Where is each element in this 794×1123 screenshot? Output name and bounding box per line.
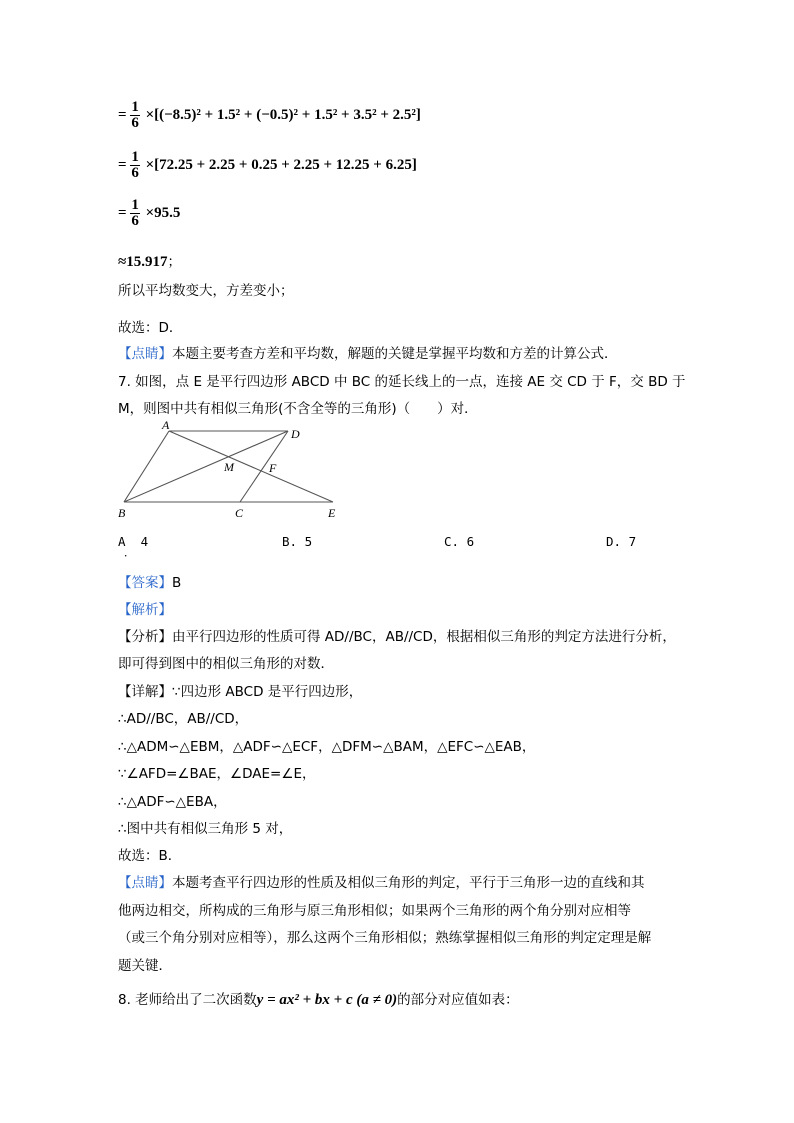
fraction-one-sixth [130, 150, 140, 181]
fenxi-text-1: 由平行四边形的性质可得 AD//BC，AB//CD，根据相似三角形的判定方法进行分析， [172, 629, 676, 645]
xiangjie-text-1: ∵四边形 ABCD 是平行四边形， [172, 684, 363, 700]
calc-expression-1: ×[(−8.5)² + 1.5² + (−0.5)² + 1.5² + 3.5² + 2.5²] [145, 106, 421, 123]
fenxi-line-1 [118, 625, 676, 645]
dianjing-body: 本题主要考查方差和平均数，解题的关键是掌握平均数和方差的计算公式． [172, 346, 618, 362]
label-E: E [328, 506, 336, 520]
label-B: B [118, 506, 126, 520]
parallelogram-figure [110, 418, 350, 526]
question-7-line-2: M，则图中共有相似三角形(不含全等的三角形)（ ）对． [118, 401, 478, 417]
calc-approx-line [118, 250, 181, 271]
label-C: C [235, 506, 244, 520]
choose-d-text: 故选：D． [118, 320, 183, 336]
dianjing-2-line-4: 题关键． [118, 958, 172, 974]
choice-letter: B. [282, 534, 298, 549]
choice-b [282, 534, 312, 549]
equals-sign: = [118, 156, 127, 173]
xiangjie-tag: 【详解】 [118, 684, 172, 700]
dianjing-2-line-1 [118, 871, 645, 891]
dianjing-tag: 【点睛】 [118, 346, 172, 362]
proof-step-1: ∴AD//BC，AB//CD， [118, 711, 249, 727]
choice-letter: C. [444, 534, 460, 549]
segment-AE [169, 431, 333, 502]
dianjing-2-text-1: 本题考查平行四边形的性质及相似三角形的判定，平行于三角形一边的直线和其 [172, 875, 645, 891]
fraction-denominator: 6 [131, 115, 139, 131]
proof-step-5: ∴图中共有相似三角形 5 对， [118, 821, 293, 837]
choose-b-text: 故选：B． [118, 848, 182, 864]
equals-sign: = [118, 204, 127, 221]
choice-letter: A [118, 534, 126, 549]
choice-letter: D. [606, 534, 622, 549]
proof-step-3: ∵∠AFD=∠BAE，∠DAE=∠E， [118, 766, 316, 782]
calc-line-3 [118, 198, 180, 229]
fraction-numerator: 1 [131, 197, 139, 213]
fenxi-tag: 【分析】 [118, 629, 172, 645]
dianjing-2-line-3: （或三个角分别对应相等），那么这两个三角形相似；熟练掌握相似三角形的判定定理是解 [118, 930, 652, 946]
question-8-suffix: 的部分对应值如表： [397, 992, 519, 1008]
choice-value: 7 [628, 534, 637, 549]
question-8-line [118, 988, 519, 1009]
fraction-one-sixth [130, 198, 140, 229]
question-8-prefix: 8. 老师给出了二次函数 [118, 992, 257, 1008]
choice-a [118, 534, 149, 559]
proof-step-4: ∴△ADF∽△EBA， [118, 794, 227, 810]
question-7-line-1: 7. 如图，点 E 是平行四边形 ABCD 中 BC 的延长线上的一点，连接 AE 交 CD 于 F，交 BD 于 [118, 374, 686, 390]
answer-value: B [172, 575, 182, 591]
choice-d [606, 534, 636, 549]
choice-c [444, 534, 474, 549]
choice-value: 5 [304, 534, 313, 549]
choice-a-dot: ． [124, 546, 135, 559]
label-D: D [291, 427, 300, 441]
fraction-denominator: 6 [131, 165, 139, 181]
choice-value: 6 [466, 534, 475, 549]
segment-AB [124, 431, 169, 502]
calc-expression-2: ×[72.25 + 2.25 + 0.25 + 2.25 + 12.25 + 6.25] [145, 156, 417, 173]
proof-step-2: ∴△ADM∽△EBM，△ADF∽△ECF，△DFM∽△BAM，△EFC∽△EAB， [118, 739, 536, 755]
answer-line [118, 571, 181, 591]
fraction-one-sixth [130, 100, 140, 131]
fraction-numerator: 1 [131, 149, 139, 165]
label-A: A [162, 418, 170, 432]
fraction-numerator: 1 [131, 99, 139, 115]
dianjing-tag: 【点睛】 [118, 875, 172, 891]
choice-value: 4 [140, 534, 149, 549]
calc-line-2 [118, 150, 417, 181]
calc-expression-3: ×95.5 [145, 204, 181, 221]
approx-value: ≈15.917 [118, 254, 168, 270]
approx-tail: ； [167, 254, 181, 270]
dianjing-1 [118, 342, 618, 362]
label-F: F [269, 461, 277, 475]
jiexi-tag: 【解析】 [118, 602, 172, 618]
conclusion-text: 所以平均数变大，方差变小； [118, 283, 294, 299]
answer-tag: 【答案】 [118, 575, 172, 591]
fenxi-line-2: 即可得到图中的相似三角形的对数． [118, 656, 334, 672]
quadratic-formula: y = ax² + bx + c (a ≠ 0) [256, 992, 398, 1008]
xiangjie-line-1 [118, 680, 362, 700]
calc-line-1 [118, 100, 421, 131]
label-M: M [224, 460, 234, 474]
fraction-denominator: 6 [131, 213, 139, 229]
equals-sign: = [118, 106, 127, 123]
dianjing-2-line-2: 他两边相交，所构成的三角形与原三角形相似；如果两个三角形的两个角分别对应相等 [118, 903, 631, 919]
